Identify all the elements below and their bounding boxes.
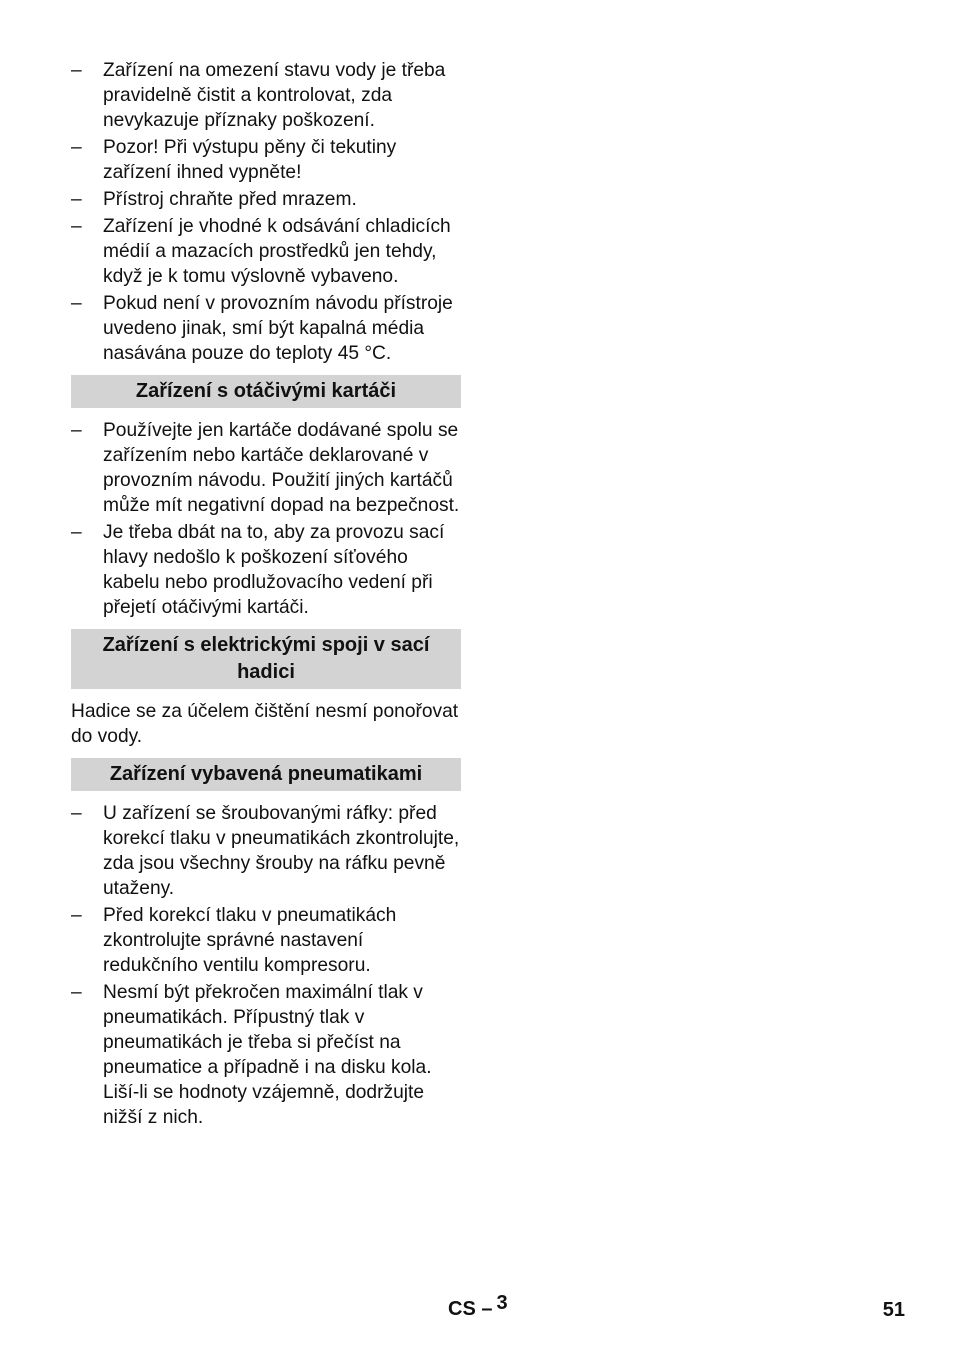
main-column <box>71 58 461 1132</box>
list-item <box>71 801 461 901</box>
dash-bullet: – <box>71 905 82 926</box>
list-item-text: Je třeba dbát na to, aby za provozu sací hlavy nedošlo k poškození síťového kabelu nebo prodlužovacího vedení při přejetí otáčivými kartáči. <box>103 522 445 618</box>
dash-bullet: – <box>71 60 82 81</box>
list-item <box>71 980 461 1130</box>
dash-bullet: – <box>71 522 82 543</box>
dash-bullet: – <box>71 420 82 441</box>
list-item-text: Pokud není v provozním návodu přístroje uvedeno jinak, smí být kapalná média nasávána pouze do teploty 45 °C. <box>103 293 453 364</box>
section-heading-electric-hose: Zařízení s elektrickými spoji v sací hadici <box>71 629 461 689</box>
footer-section-number: 3 <box>496 1292 508 1314</box>
brushes-list <box>71 418 461 620</box>
list-item-text: Přístroj chraňte před mrazem. <box>103 189 357 210</box>
dash-bullet: – <box>71 293 82 314</box>
list-item-text: Zařízení na omezení stavu vody je třeba pravidelně čistit a kontrolovat, zda nevykazuje příznaky poškození. <box>103 60 446 131</box>
dash-bullet: – <box>71 189 82 210</box>
list-item <box>71 58 461 133</box>
page-number: 51 <box>882 1299 905 1321</box>
section-heading-tyres: Zařízení vybavená pneumatikami <box>71 758 461 791</box>
list-item-text: Nesmí být překročen maximální tlak v pneumatikách. Přípustný tlak v pneumatikách je třeba si přečíst na pneumatice a případně i na disku kola. Liší-li se hodnoty vzájemně, dodržujte nižší z nich. <box>103 982 432 1128</box>
list-item-text: Pozor! Při výstupu pěny či tekutiny zařízení ihned vypněte! <box>103 137 397 183</box>
list-item <box>71 135 461 185</box>
section-heading-brushes: Zařízení s otáčivými kartáči <box>71 375 461 408</box>
list-item <box>71 187 461 212</box>
footer-language-code: CS <box>448 1298 476 1320</box>
footer-separator: – <box>481 1298 493 1320</box>
dash-bullet: – <box>71 137 82 158</box>
list-item <box>71 214 461 289</box>
list-item-text: Zařízení je vhodné k odsávání chladicích médií a mazacích prostředků jen tehdy, když je k tomu výslovně vybaveno. <box>103 216 451 287</box>
dash-bullet: – <box>71 216 82 237</box>
list-item <box>71 903 461 978</box>
list-item <box>71 418 461 518</box>
list-item-text: Před korekcí tlaku v pneumatikách zkontrolujte správné nastavení redukčního ventilu kompresoru. <box>103 905 397 976</box>
electric-hose-paragraph: Hadice se za účelem čištění nesmí ponořovat do vody. <box>71 701 459 747</box>
list-item-text: U zařízení se šroubovanými ráfky: před korekcí tlaku v pneumatikách zkontrolujte, zda jsou všechny šrouby na ráfku pevně utaženy. <box>103 803 460 899</box>
list-item-text: Používejte jen kartáče dodávané spolu se zařízením nebo kartáče deklarované v provozním návodu. Použití jiných kartáčů může mít negativní dopad na bezpečnost. <box>103 420 460 516</box>
tyres-list <box>71 801 461 1130</box>
list-item <box>71 520 461 620</box>
dash-bullet: – <box>71 982 82 1003</box>
list-item <box>71 291 461 366</box>
dash-bullet: – <box>71 803 82 824</box>
intro-list <box>71 58 461 366</box>
footer-language-section <box>448 1292 508 1321</box>
